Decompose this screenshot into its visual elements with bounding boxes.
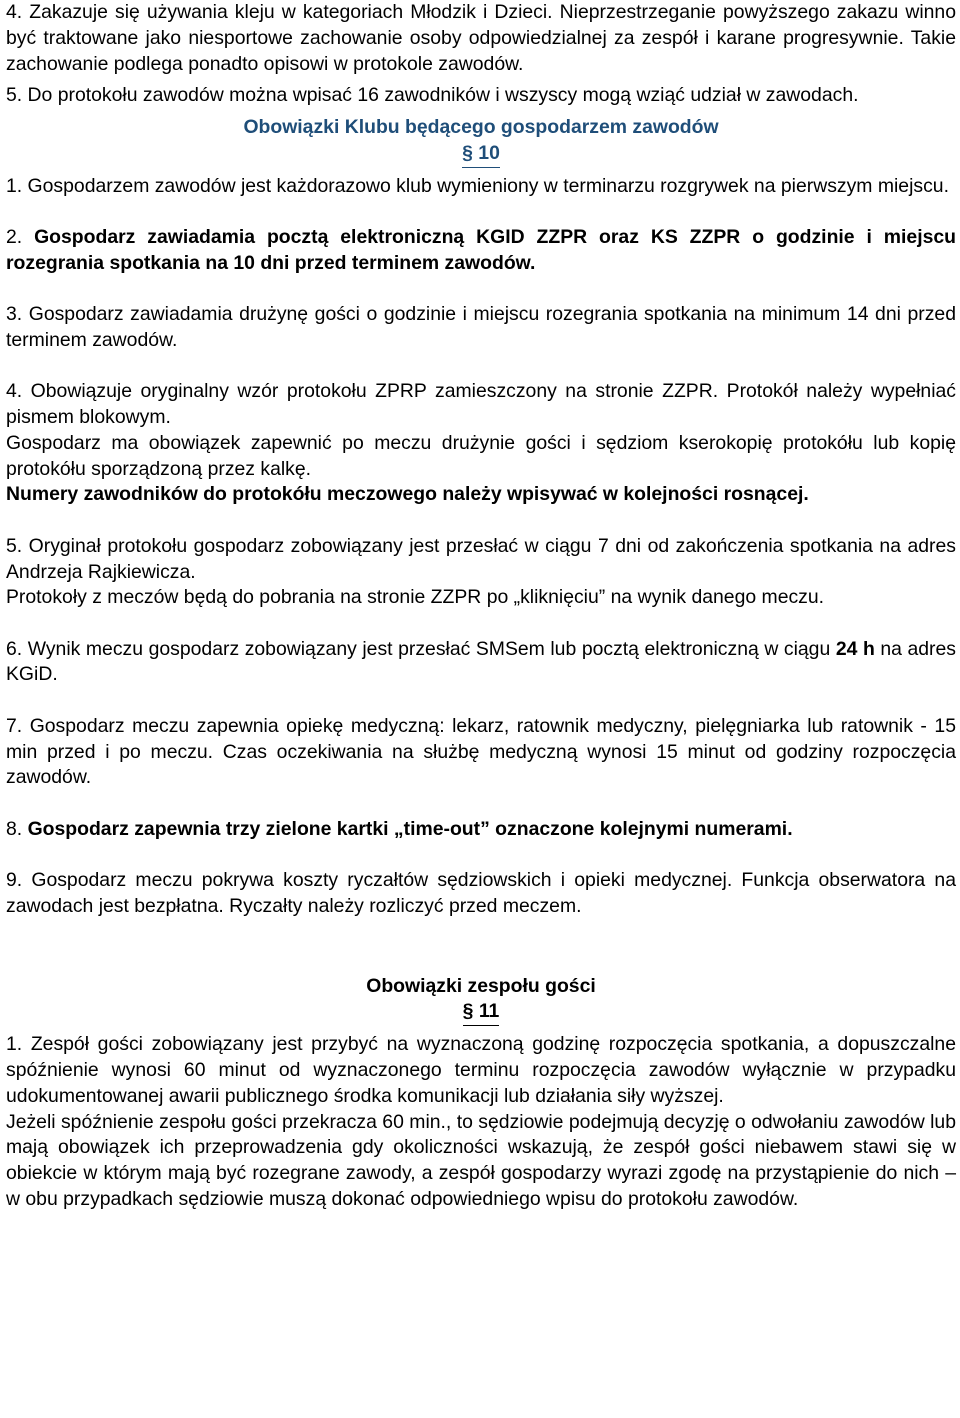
paragraph-11-1a: 1. Zespół gości zobowiązany jest przybyć na wyznaczoną godzinę rozpoczęcia spotkania, a dopuszczalne spóźnienie wynosi 60 minut od wyznaczonego terminu rozpoczęcia zawodów wyłącznie w przypadku udokumentowanej awarii publicznego środka komunikacji lub działania siły wyższej. — [6, 1033, 956, 1107]
section-11-number: § 11 — [463, 999, 500, 1026]
section-11-title: Obowiązki zespołu gości — [366, 974, 596, 997]
paragraph-10-5b: Protokoły z meczów będą do pobrania na stronie ZZPR po „kliknięciu” na wynik danego meczu. — [6, 586, 825, 609]
paragraph-10-8-text: Gospodarz zapewnia trzy zielone kartki „time-out” oznaczone kolejnymi numerami. — [27, 817, 793, 840]
paragraph-10-7: 7. Gospodarz meczu zapewnia opiekę medyczną: lekarz, ratownik medyczny, pielęgniarka lub ratownik - 15 min przed i po meczu. Czas oczekiwania na służbę medyczną wynosi 15 minut od godziny rozpoczęcia zawodów. — [6, 714, 956, 789]
paragraph-10-6 — [6, 637, 956, 689]
paragraph-10-4c: Numery zawodników do protokółu meczowego należy wpisywać w kolejności rosnącej. — [6, 483, 809, 506]
paragraph-10-8 — [6, 817, 956, 843]
paragraph-10-2-text: Gospodarz zawiadamia pocztą elektroniczną KGID ZZPR oraz KS ZZPR o godzinie i miejscu rozegrania spotkania na 10 dni przed terminem zawodów. — [6, 226, 956, 274]
section-10-heading — [6, 115, 956, 168]
paragraph-10-9: 9. Gospodarz meczu pokrywa koszty ryczałtów sędziowskich i opieki medycznej. Funkcja obserwatora na zawodach jest bezpłatna. Ryczałty należy rozliczyć przed meczem. — [6, 868, 956, 917]
section-11-heading — [6, 974, 956, 1027]
paragraph-10-2-number: 2. — [6, 226, 35, 249]
paragraph-10-2 — [6, 225, 956, 277]
paragraph-9-4: 4. Zakazuje się używania kleju w kategoriach Młodzik i Dzieci. Nieprzestrzeganie powyższego zakazu winno być traktowane jako niesportowe zachowanie osoby odpowiedzialnej za zespół i karane progresywnie. Takie zachowanie podlega ponadto opisowi w protokole zawodów. — [6, 1, 956, 75]
section-10-title: Obowiązki Klubu będącego gospodarzem zawodów — [243, 116, 719, 139]
paragraph-10-4a: 4. Obowiązuje oryginalny wzór protokołu ZPRP zamieszczony na stronie ZZPR. Protokół należy wypełniać pismem blokowym. — [6, 380, 956, 429]
paragraph-10-1: 1. Gospodarzem zawodów jest każdorazowo klub wymieniony w terminarzu rozgrywek na pierwszym miejscu. — [6, 174, 949, 197]
paragraph-11-1b: Jeżeli spóźnienie zespołu gości przekracza 60 min., to sędziowie podejmują decyzję o odwołaniu zawodów lub mają obowiązek ich przeprowadzenia gdy okoliczności wskazują, że zespół gości niebawem stawi się w obiekcie w którym mają być rozegrane zawody, a zespół gospodarzy wyrazi zgodę na przystąpienie do nich – w obu przypadkach sędziowie muszą dokonać odpowiedniego wpisu do protokołu zawodów. — [6, 1110, 956, 1210]
paragraph-10-6-deadline: 24 h — [835, 637, 875, 660]
paragraph-10-5a: 5. Oryginał protokołu gospodarz zobowiązany jest przesłać w ciągu 7 dni od zakończenia spotkania na adres Andrzeja Rajkiewicza. — [6, 534, 956, 583]
document-page — [6, 0, 956, 1213]
section-10-number: § 10 — [462, 141, 500, 168]
paragraph-10-6-text: 6. Wynik meczu gospodarz zobowiązany jest przesłać SMSem lub pocztą elektroniczną w ciągu — [6, 637, 836, 660]
paragraph-9-5: 5. Do protokołu zawodów można wpisać 16 zawodników i wszyscy mogą wziąć udział w zawodach. — [6, 84, 859, 107]
paragraph-10-4b: Gospodarz ma obowiązek zapewnić po meczu drużynie gości i sędziom kserokopię protokółu lub kopię protokółu sporządzoną przez kalkę. — [6, 431, 956, 480]
paragraph-10-6-end: na adres KGiD. — [6, 637, 956, 686]
paragraph-10-3: 3. Gospodarz zawiadamia drużynę gości o godzinie i miejscu rozegrania spotkania na minimum 14 dni przed terminem zawodów. — [6, 303, 956, 351]
paragraph-10-8-number: 8. — [6, 817, 28, 840]
